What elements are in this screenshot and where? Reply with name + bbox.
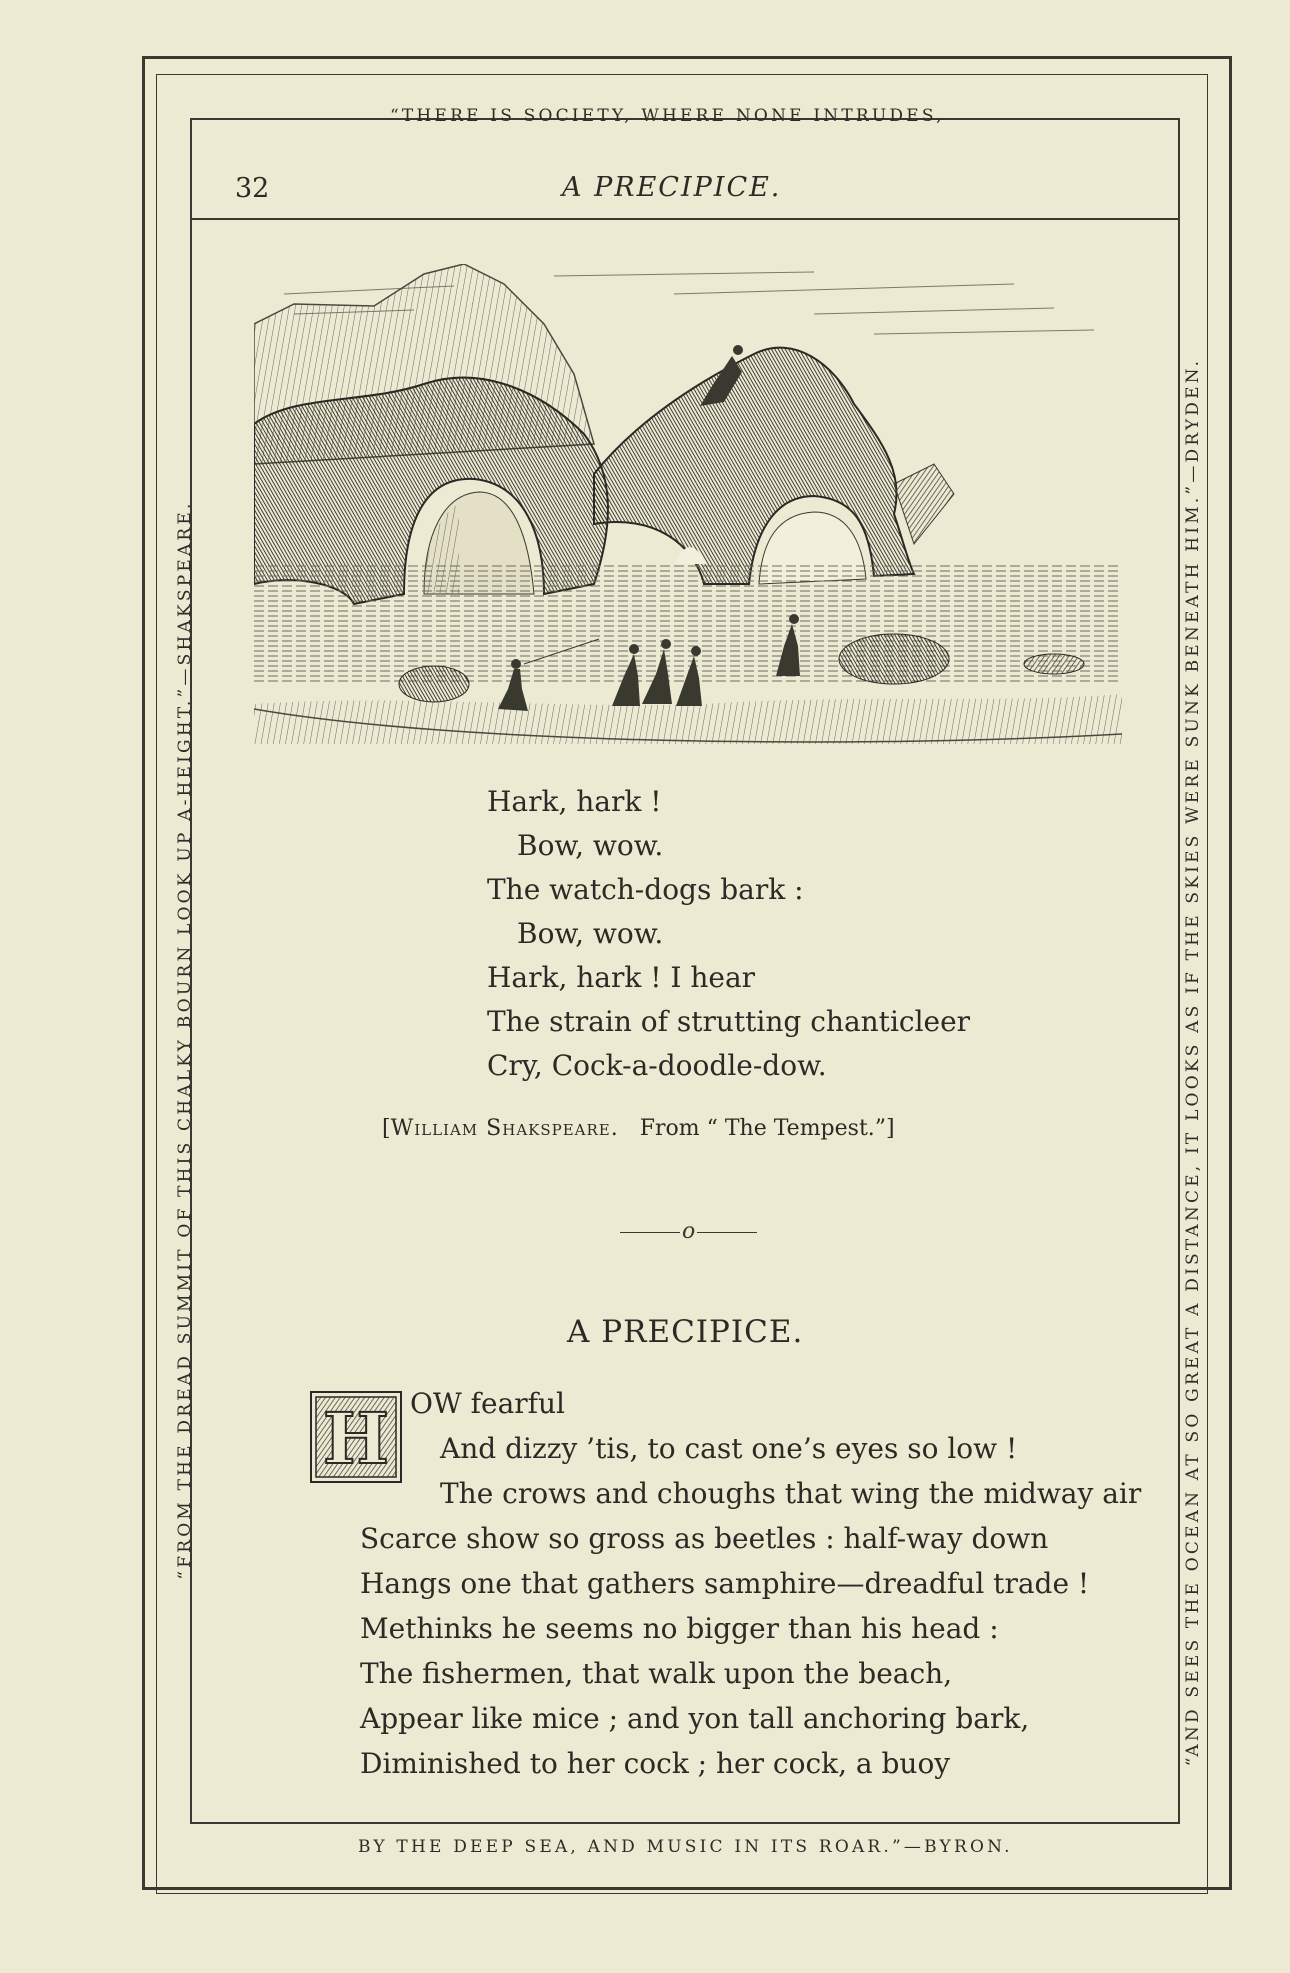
poem-line: Bow, wow.: [517, 917, 664, 950]
verse-line: And dizzy ’tis, to cast one’s eyes so low !: [440, 1432, 1018, 1465]
precipice-verse: [360, 1516, 1089, 1786]
verse-line: OW fearful: [410, 1387, 565, 1420]
poem-line: Hark, hark ! I hear: [487, 961, 756, 994]
attribution-source: From “ The Tempest.”]: [639, 1116, 895, 1141]
tempest-song: [487, 780, 970, 1088]
attribution-bracket: [: [382, 1116, 391, 1141]
section-divider: o: [618, 1219, 759, 1244]
verse-line: The crows and choughs that wing the midway air: [440, 1477, 1142, 1510]
border-quote-right: “AND SEES THE OCEAN AT SO GREAT A DISTANCE, IT LOOKS AS IF THE SKIES WERE SUNK BENEATH HIM.”—DRYDEN.: [1183, 357, 1203, 1767]
verse-line: The fishermen, that walk upon the beach,: [360, 1657, 953, 1690]
sea-arches-engraving: [254, 264, 1122, 764]
foreground-rock-far: [1024, 654, 1084, 674]
sea-water: [254, 564, 1122, 684]
far-rock: [894, 464, 954, 544]
verse-line: Diminished to her cock ; her cock, a buoy: [360, 1747, 951, 1780]
precipice-verse-opening: [410, 1381, 1141, 1516]
border-quote-bottom: BY THE DEEP SEA, AND MUSIC IN ITS ROAR.”—BYRON.: [358, 1837, 1013, 1857]
verse-line: Hangs one that gathers samphire—dreadful trade !: [360, 1567, 1090, 1600]
verse-line: Appear like mice ; and yon tall anchoring bark,: [360, 1702, 1030, 1735]
poem-line: The watch-dogs bark :: [487, 873, 804, 906]
ornamental-dropcap: [310, 1391, 402, 1483]
dropcap-letter: H: [322, 1397, 390, 1480]
poem-line: Cry, Cock-a-doodle-dow.: [487, 1049, 827, 1082]
foreground-rock-right: [839, 634, 949, 684]
border-quote-left: “FROM THE DREAD SUMMIT OF THIS CHALKY BOURN LOOK UP A-HEIGHT.”—SHAKSPEARE.: [175, 500, 195, 1580]
section-title: A PRECIPICE.: [567, 1314, 804, 1350]
verse-line: Scarce show so gross as beetles : half-way down: [360, 1522, 1049, 1555]
page-number: 32: [235, 173, 270, 204]
border-quote-top: “THERE IS SOCIETY, WHERE NONE INTRUDES,: [390, 106, 945, 126]
header-rule: [192, 218, 1178, 220]
foreground-rock-left: [399, 666, 469, 702]
poem-line: The strain of strutting chanticleer: [487, 1005, 971, 1038]
attribution: [382, 1116, 895, 1141]
running-head: A PRECIPICE.: [562, 172, 782, 203]
poem-line: Bow, wow.: [517, 829, 664, 862]
right-arch-rock: [594, 348, 914, 584]
attribution-author: William Shakspeare.: [390, 1116, 619, 1141]
verse-line: Methinks he seems no bigger than his head :: [360, 1612, 999, 1645]
poem-line: Hark, hark !: [487, 785, 662, 818]
